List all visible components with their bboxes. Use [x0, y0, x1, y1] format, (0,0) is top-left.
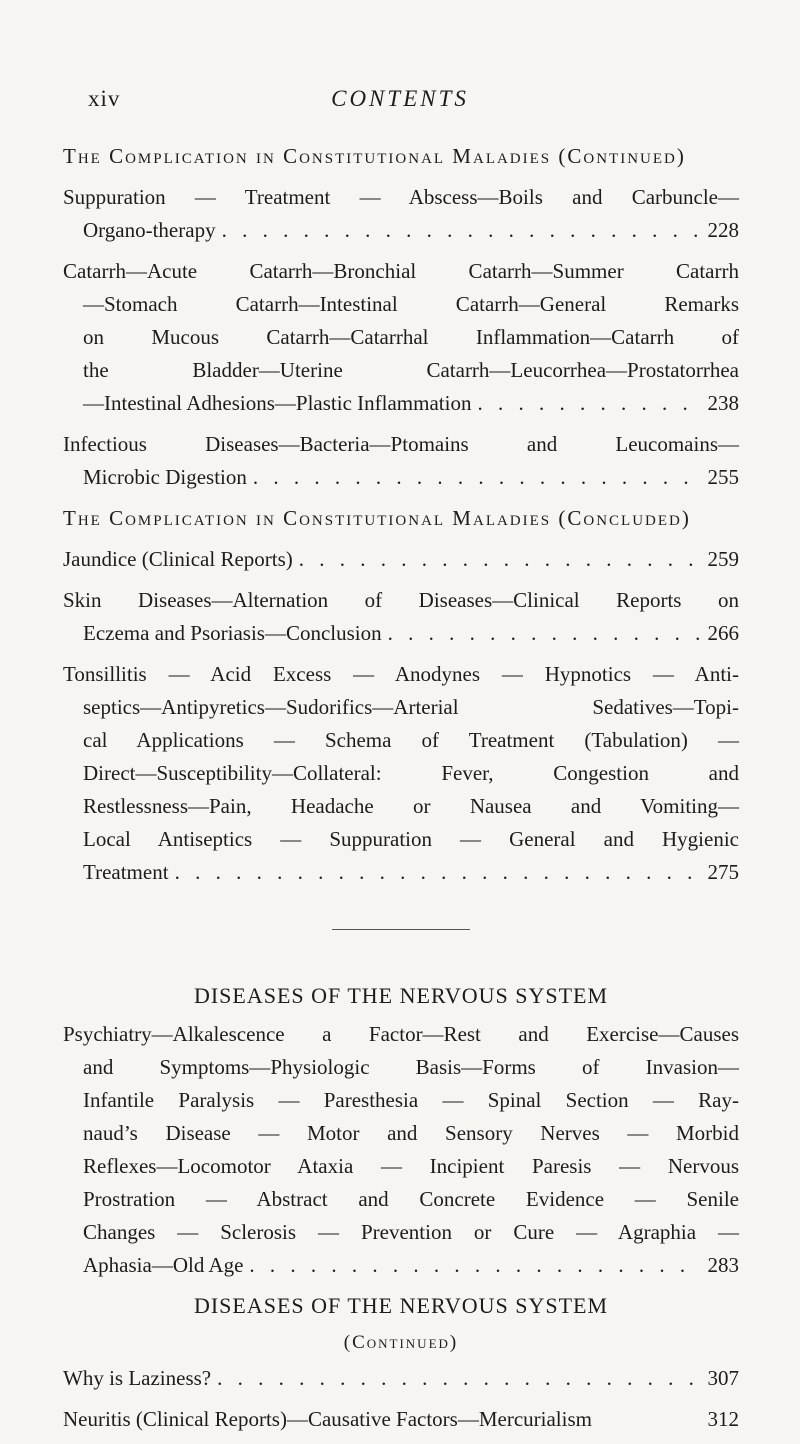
- entry-text: Direct—Susceptibility—Collateral: Fever, Congestion and: [83, 761, 739, 785]
- page-number: 255: [707, 465, 739, 489]
- leader-dots: [471, 387, 699, 420]
- entry-text: Prostration — Abstract and Concrete Evidence — Senile: [83, 1187, 739, 1211]
- section-title-continued: DISEASES OF THE NERVOUS SYSTEM: [193, 1293, 609, 1318]
- running-title: CONTENTS: [331, 86, 469, 111]
- entry-text: Aphasia—Old Age: [83, 1253, 244, 1277]
- entry-text: Reflexes—Locomotor Ataxia — Incipient Paresis — Nervous: [83, 1154, 739, 1178]
- entry-text: Psychiatry—Alkalescence a Factor—Rest and Exercise—Causes: [63, 1022, 739, 1046]
- entry-text: the Bladder—Uterine Catarrh—Leucorrhea—Prostatorrhea: [83, 358, 739, 382]
- entry-text: Organo-therapy: [83, 218, 216, 242]
- entry-text: on Mucous Catarrh—Catarrhal Inflammation—Catarrh of: [83, 325, 739, 349]
- toc-entry-catarrh: [63, 255, 739, 420]
- entry-text: Eczema and Psoriasis—Conclusion: [83, 621, 382, 645]
- page-number: 283: [707, 1253, 739, 1277]
- toc-entry-neuritis: [63, 1403, 739, 1436]
- page-number: 312: [707, 1407, 739, 1431]
- entry-text: Why is Laziness?: [63, 1366, 212, 1390]
- leader-dots: [211, 1362, 699, 1395]
- page-number: 266: [707, 621, 739, 645]
- toc-entry-jaundice: [63, 543, 739, 576]
- leader-dots: [382, 617, 700, 650]
- page-number: 228: [707, 218, 739, 242]
- entry-text: Catarrh—Acute Catarrh—Bronchial Catarrh—Summer Catarrh: [63, 259, 739, 283]
- entry-text: and Symptoms—Physiologic Basis—Forms of Invasion—: [83, 1055, 739, 1079]
- toc-entry-suppuration: [63, 181, 739, 247]
- leader-dots: [293, 543, 700, 576]
- page-number: 307: [707, 1366, 739, 1390]
- entry-text: Skin Diseases—Alternation of Diseases—Clinical Reports on: [63, 588, 739, 612]
- entry-text: Microbic Digestion: [83, 465, 247, 489]
- toc-entry-infectious-diseases: [63, 428, 739, 494]
- part-heading-concluded: The Complication in Constitutional Maladies (Concluded): [63, 506, 691, 530]
- toc-entry-tonsillitis: [63, 658, 739, 889]
- entry-text: Infectious Diseases—Bacteria—Ptomains and Leucomains—: [63, 432, 739, 456]
- page-number: 238: [707, 391, 739, 415]
- entry-text: Jaundice (Clinical Reports): [63, 547, 293, 571]
- section-subtitle: (Continued): [343, 1332, 459, 1353]
- entry-text: septics—Antipyretics—Sudorifics—Arterial Sedatives—Topi-: [83, 695, 739, 719]
- section-divider: [332, 929, 470, 930]
- entry-text: Neuritis (Clinical Reports)—Causative Factors—Mercurialism: [63, 1407, 592, 1431]
- table-of-contents: [63, 140, 739, 1444]
- page-number: 259: [707, 547, 739, 571]
- entry-text: cal Applications — Schema of Treatment (Tabulation) —: [83, 728, 739, 752]
- section-title: DISEASES OF THE NERVOUS SYSTEM: [193, 983, 609, 1008]
- part-heading-continued: The Complication in Constitutional Maladies (Continued): [63, 144, 686, 168]
- leader-dots: [216, 214, 700, 247]
- entry-text: Tonsillitis — Acid Excess — Anodynes — Hypnotics — Anti-: [63, 662, 739, 686]
- leader-dots: [247, 461, 700, 494]
- toc-entry-laziness: [63, 1362, 739, 1395]
- leader-dots: [243, 1249, 699, 1282]
- toc-entry-skin-diseases: [63, 584, 739, 650]
- entry-text: —Stomach Catarrh—Intestinal Catarrh—General Remarks: [83, 292, 739, 316]
- entry-text: Changes — Sclerosis — Prevention or Cure — Agraphia —: [83, 1220, 739, 1244]
- page-folio: xiv: [88, 86, 121, 111]
- entry-text: Local Antiseptics — Suppuration — General and Hygienic: [83, 827, 739, 851]
- leader-dots: [169, 856, 700, 889]
- entry-text: Infantile Paralysis — Paresthesia — Spinal Section — Ray-: [83, 1088, 739, 1112]
- entry-text: Treatment: [83, 860, 169, 884]
- toc-entry-psychiatry: [63, 1018, 739, 1282]
- page-number: 275: [707, 860, 739, 884]
- entry-text: Restlessness—Pain, Headache or Nausea and Vomiting—: [83, 794, 739, 818]
- entry-text: naud’s Disease — Motor and Sensory Nerves — Morbid: [83, 1121, 739, 1145]
- entry-text: —Intestinal Adhesions—Plastic Inflammation: [83, 391, 472, 415]
- running-head: [0, 86, 800, 120]
- entry-text: Suppuration — Treatment — Abscess—Boils and Carbuncle—: [63, 185, 739, 209]
